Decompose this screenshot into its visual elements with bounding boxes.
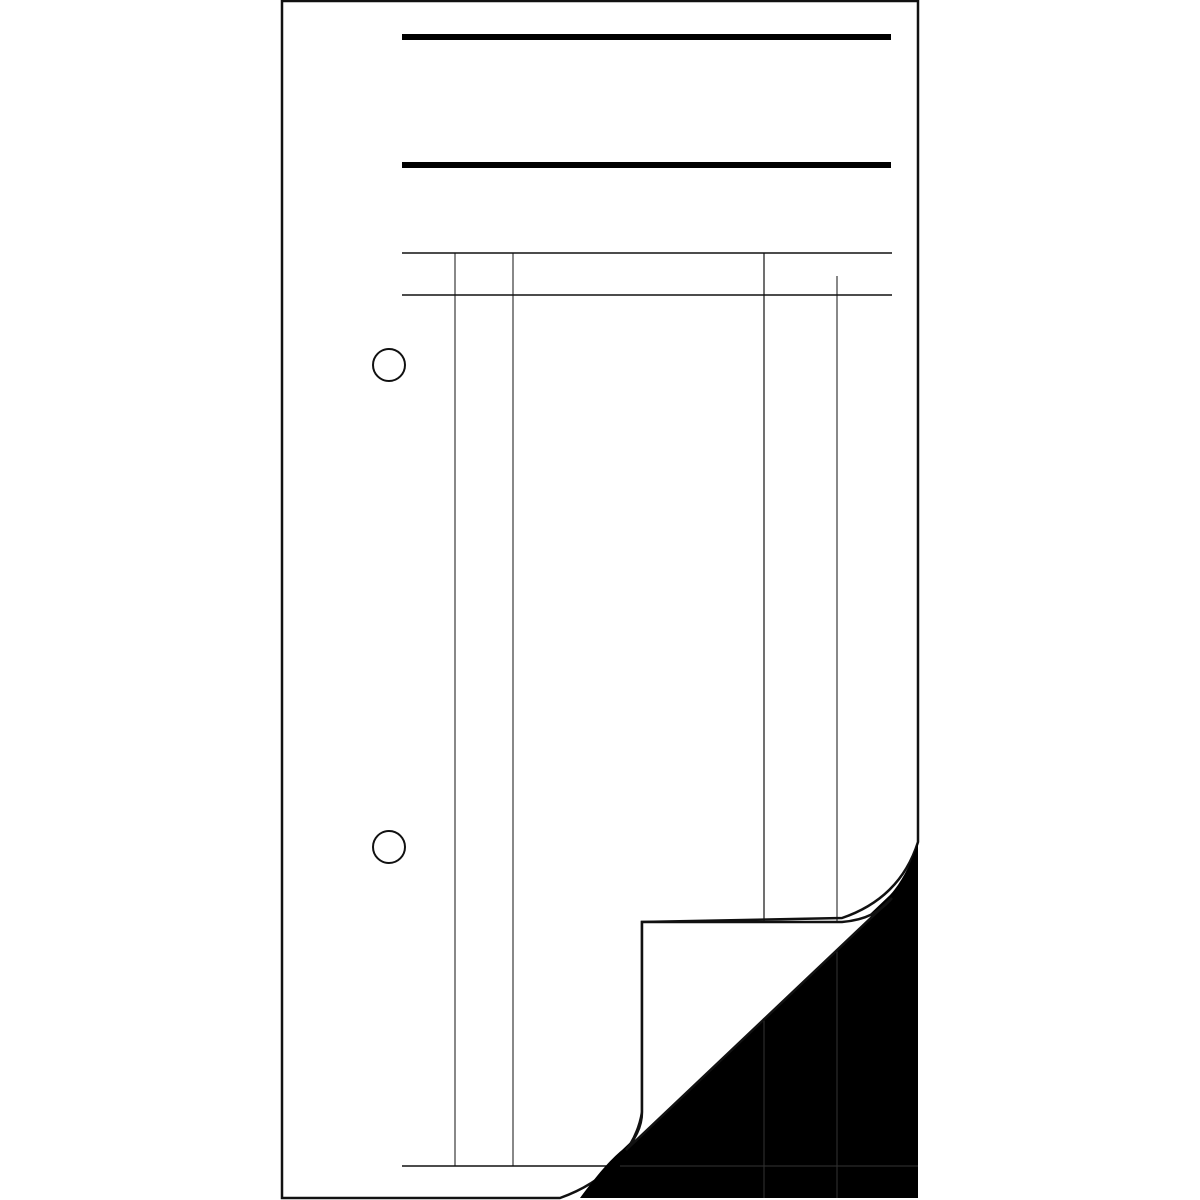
punch-hole-bottom [373,831,405,863]
punch-hole-top [373,349,405,381]
header-bar-middle [402,162,891,168]
header-bar-top [402,34,891,40]
